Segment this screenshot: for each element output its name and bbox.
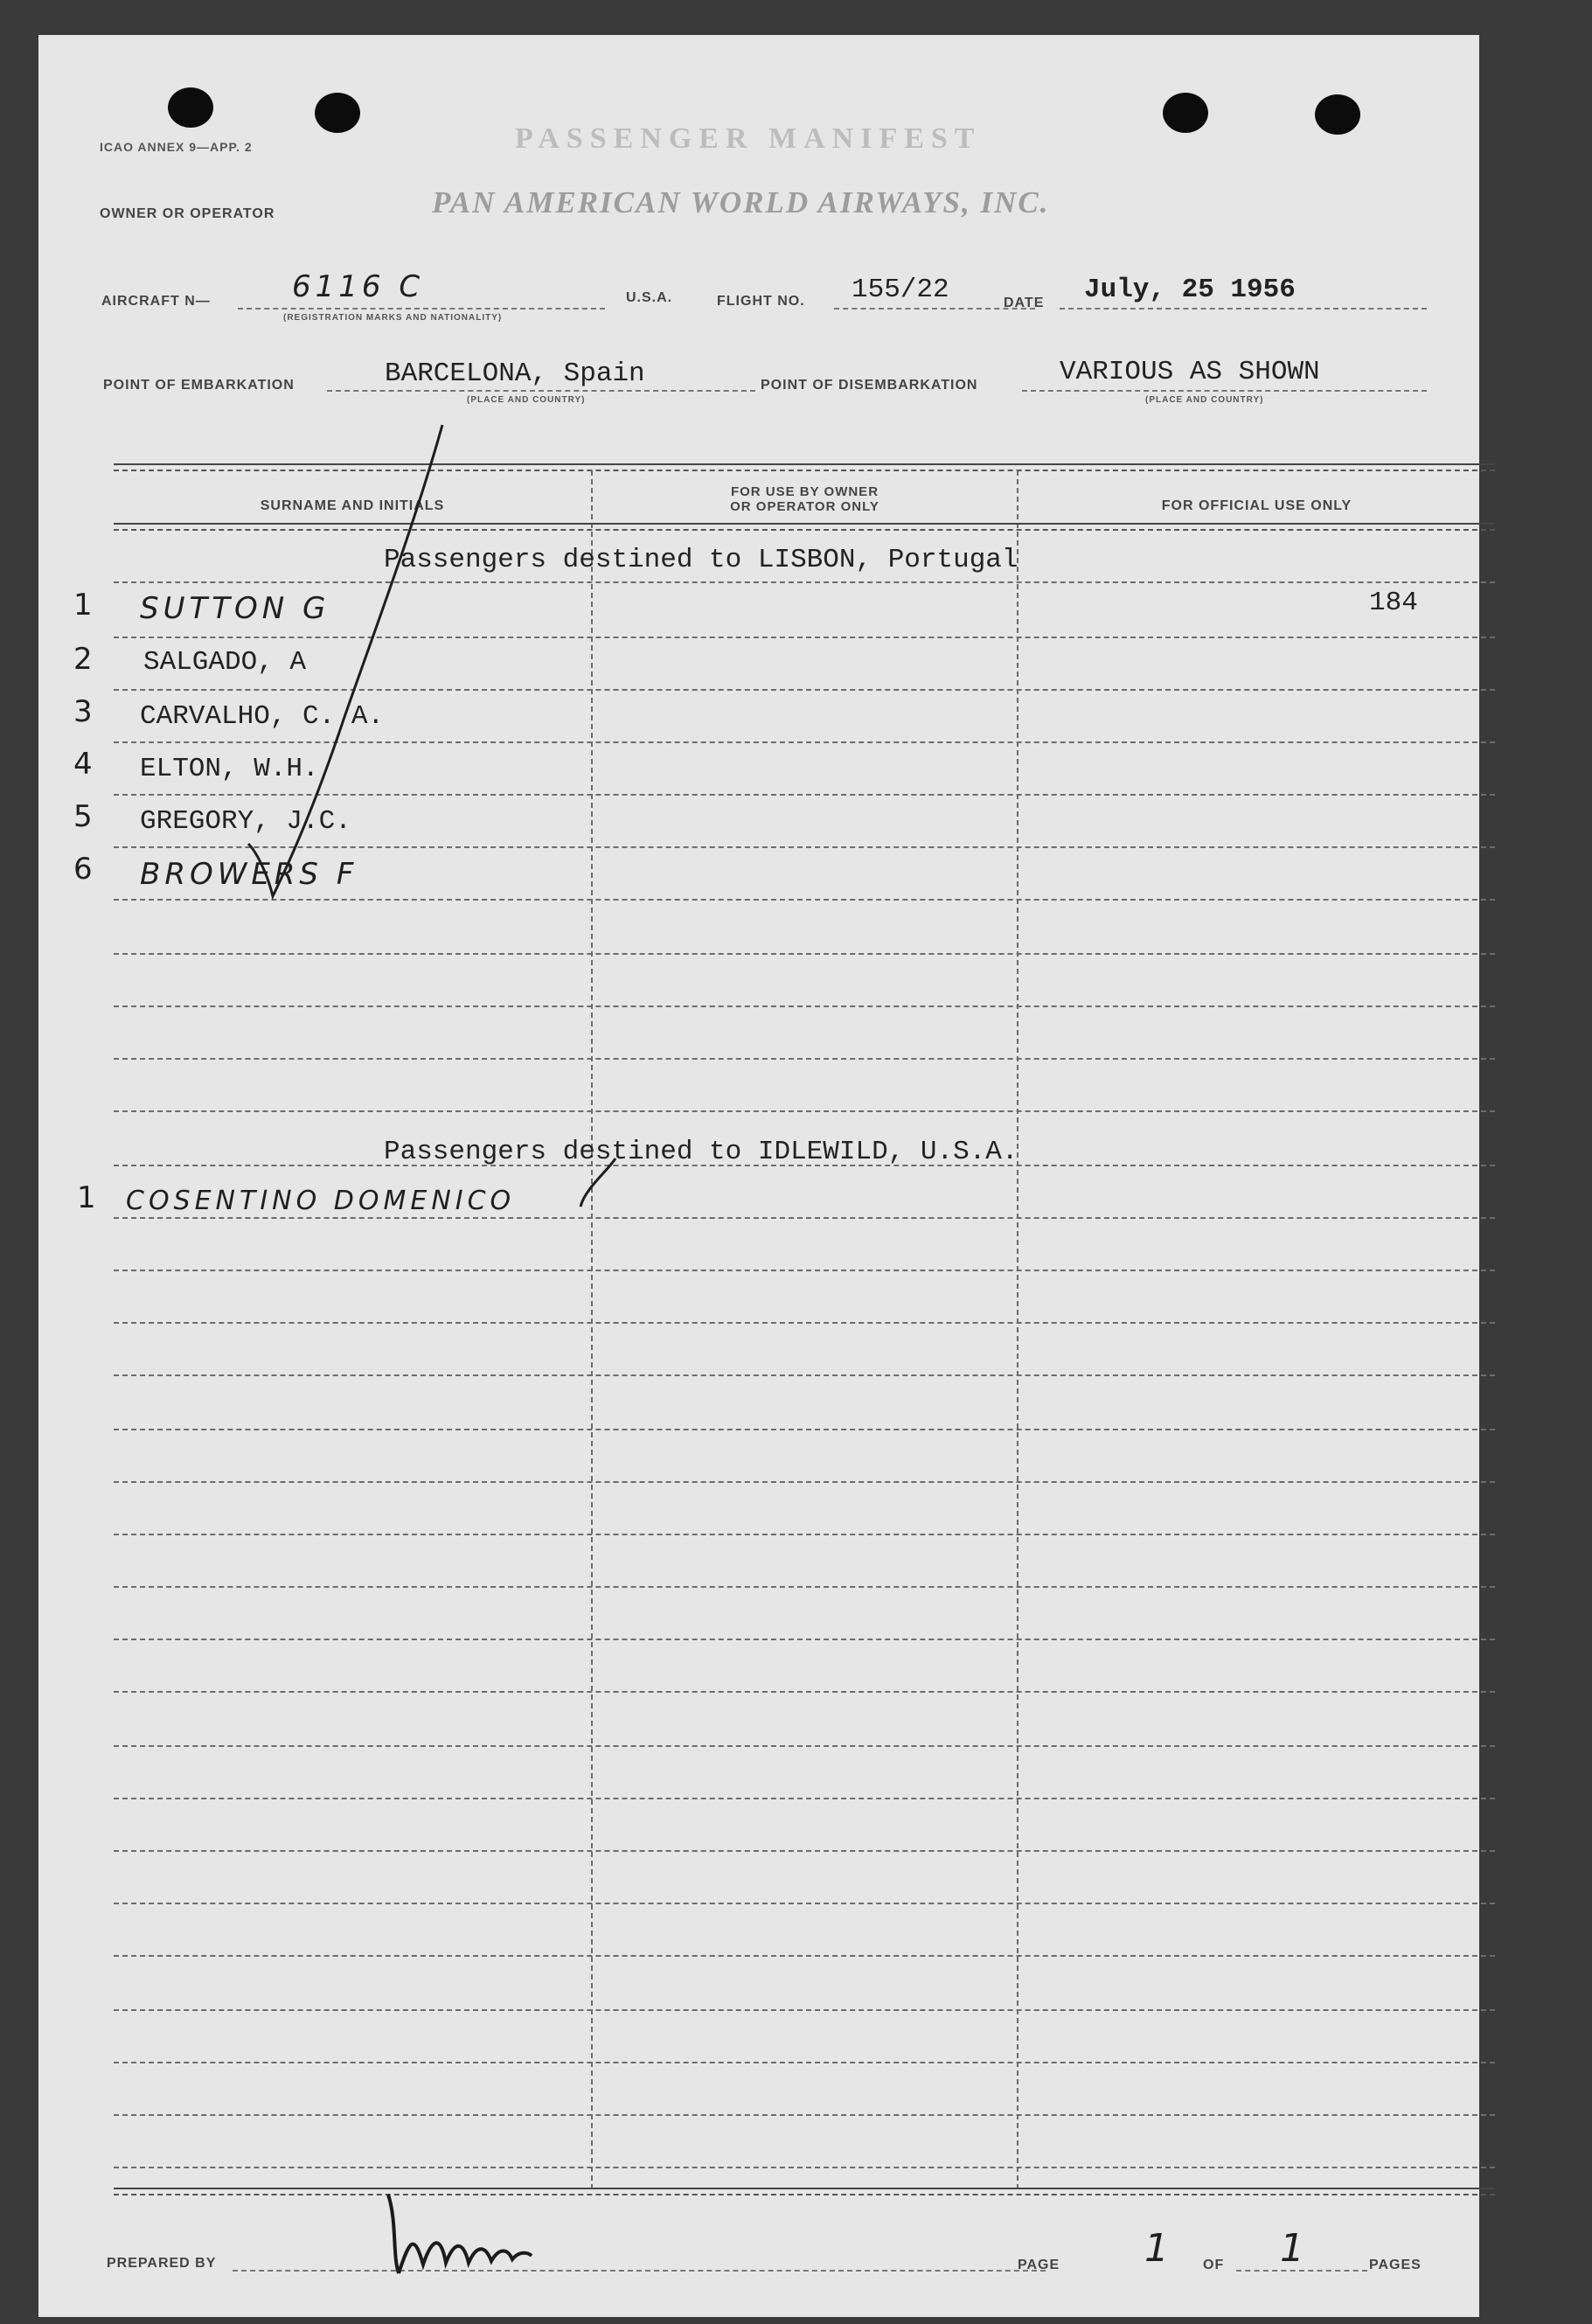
embarkation-value: BARCELONA, Spain (385, 358, 645, 389)
disembarkation-value: VARIOUS AS SHOWN (1060, 357, 1320, 387)
manifest-sheet (38, 35, 1479, 2317)
passenger-name: SUTTON G (140, 591, 330, 626)
passenger-number: 6 (73, 852, 93, 887)
passenger-name: CARVALHO, C. A. (140, 701, 385, 732)
passenger-number: 5 (73, 799, 93, 834)
prepared-by-underline (233, 2270, 1046, 2272)
official-note: 184 (1369, 588, 1418, 618)
table-bottom-rule (114, 2188, 1495, 2195)
flight-no-value: 155/22 (852, 275, 949, 305)
passenger-name: SALGADO, A (143, 647, 307, 678)
passenger-name: ELTON, W.H. (140, 754, 319, 784)
passenger-number: 4 (73, 747, 93, 782)
group-heading-lisbon: Passengers destined to LISBON, Portugal (384, 545, 1018, 575)
date-label: DATE (1004, 296, 1045, 310)
form-title: PASSENGER MANIFEST (515, 122, 982, 155)
passenger-number: 1 (73, 588, 93, 623)
page-label: PAGE (1018, 2258, 1060, 2272)
passenger-number: 2 (73, 642, 93, 677)
of-value: 1 (1280, 2226, 1309, 2271)
preparer-signature (362, 2186, 572, 2282)
column-header-owner-line2: OR OPERATOR ONLY (730, 499, 879, 514)
embarkation-caption: (PLACE AND COUNTRY) (467, 395, 586, 405)
registration-caption: (REGISTRATION MARKS AND NATIONALITY) (283, 313, 503, 323)
aircraft-label: AIRCRAFT N— (101, 294, 211, 309)
column-header-official: FOR OFFICIAL USE ONLY (1161, 498, 1352, 513)
bracket-check-icon (248, 425, 442, 896)
group-heading-idlewild: Passengers destined to IDLEWILD, U.S.A. (384, 1137, 1018, 1167)
check-icon (580, 1159, 615, 1207)
owner-label: OWNER OR OPERATOR (100, 206, 275, 221)
check-mark-drawing (38, 35, 1479, 2317)
of-label: OF (1203, 2258, 1225, 2272)
disembarkation-label: POINT OF DISEMBARKATION (761, 378, 978, 393)
passenger-name: COSENTINO DOMENICO (126, 1186, 516, 1216)
prepared-by-label: PREPARED BY (107, 2256, 217, 2271)
pages-label: PAGES (1369, 2258, 1422, 2272)
page-value: 1 (1144, 2226, 1173, 2271)
country-label: U.S.A. (626, 290, 673, 305)
form-reference: ICAO ANNEX 9—APP. 2 (100, 140, 253, 154)
owner-value: PAN AMERICAN WORLD AIRWAYS, INC. (432, 185, 1050, 219)
passenger-number: 3 (73, 694, 93, 729)
disembarkation-caption: (PLACE AND COUNTRY) (1145, 395, 1264, 405)
date-value: July, 25 1956 (1084, 275, 1296, 305)
passenger-number: 1 (77, 1180, 96, 1215)
passenger-name: BROWERS F (140, 857, 358, 892)
column-header-surname: SURNAME AND INITIALS (260, 498, 445, 513)
aircraft-value: 6116 C (292, 269, 425, 304)
embarkation-label: POINT OF EMBARKATION (103, 378, 295, 393)
passenger-name: GREGORY, J.C. (140, 806, 351, 837)
flight-no-label: FLIGHT NO. (717, 294, 805, 309)
column-header-owner-line1: FOR USE BY OWNER (730, 484, 879, 499)
